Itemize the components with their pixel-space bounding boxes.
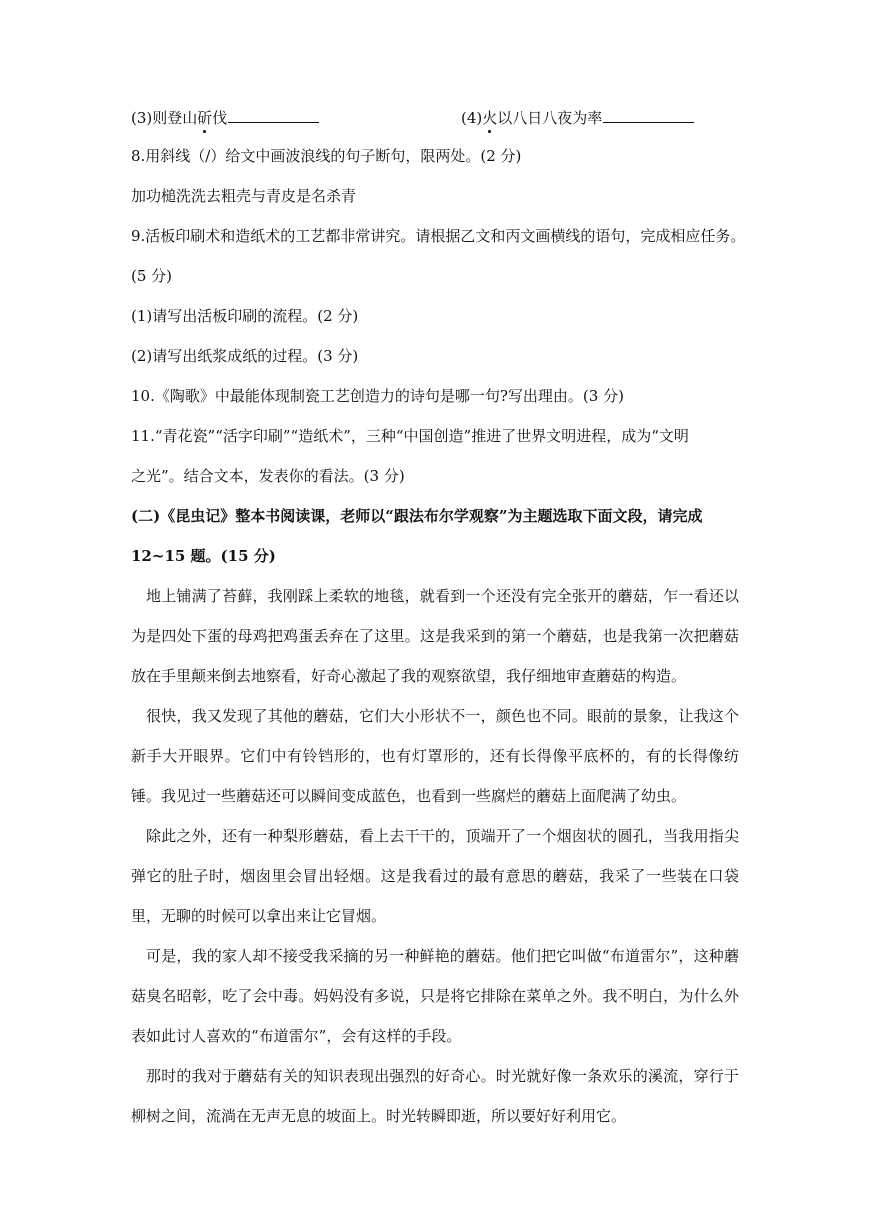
passage-paragraph-1: 地上铺满了苔藓，我刚踩上柔软的地毯，就看到一个还没有完全张开的蘑菇，乍一看还以为是四处下蛋的母鸡把鸡蛋丢弃在了这里。这是我采到的第一个蘑菇，也是我第一次把蘑菇放在手里颠来倒去地察看，好奇心激起了我的观察欲望，我仔细地审查蘑菇的构造。 <box>131 587 739 685</box>
q7-item3-text-after: 伐 <box>212 109 228 127</box>
q8-question: 8.用斜线（/）给文中画波浪线的句子断句，限两处。(2 分) <box>131 147 522 165</box>
q10-question: 10.《陶歌》中最能体现制瓷工艺创造力的诗句是哪一句?写出理由。(3 分) <box>131 387 624 405</box>
q7-item4-emphasized-char: 火 <box>482 109 498 127</box>
q11-question-line1: 11.“青花瓷”“活字印刷”“造纸术”，三种“中国创造”推进了世界文明进程，成为“文明 <box>131 427 689 445</box>
q7-item-3 <box>131 106 319 128</box>
section2-heading-line2: 12~15 题。(15 分) <box>131 547 276 565</box>
q7-item3-text-before: (3)则登山 <box>131 109 198 127</box>
q7-item4-text-after: 以八日八夜为率 <box>497 109 603 127</box>
q8-sentence: 加功槌洗洗去粗壳与青皮是名杀青 <box>131 187 357 205</box>
q9-question-line2: (5 分) <box>131 267 173 285</box>
q11-question-line2: 之光”。结合文本，发表你的看法。(3 分) <box>131 467 405 485</box>
q9-question-line1: 9.活板印刷术和造纸术的工艺都非常讲究。请根据乙文和丙文画横线的语句，完成相应任务。 <box>131 227 746 245</box>
q7-item-4 <box>461 106 694 128</box>
q7-item4-text-before: (4) <box>461 109 483 127</box>
q9-sub-question-2: (2)请写出纸浆成纸的过程。(3 分) <box>131 347 359 365</box>
passage-paragraph-4: 可是，我的家人却不接受我采摘的另一种鲜艳的蘑菇。他们把它叫做“布道雷尔”，这种蘑菇臭名昭彰，吃了会中毒。妈妈没有多说，只是将它排除在菜单之外。我不明白，为什么外表如此讨人喜欢的“布道雷尔”，会有这样的手段。 <box>131 947 739 1045</box>
section2-heading-line1: (二)《昆虫记》整本书阅读课，老师以“跟法布尔学观察”为主题选取下面文段，请完成 <box>131 507 703 525</box>
passage-paragraph-2: 很快，我又发现了其他的蘑菇，它们大小形状不一，颜色也不同。眼前的景象，让我这个新手大开眼界。它们中有铃铛形的，也有灯罩形的，还有长得像平底杯的，有的长得像纺锤。我见过一些蘑菇还可以瞬间变成蓝色，也看到一些腐烂的蘑菇上面爬满了幼虫。 <box>131 707 739 805</box>
passage-paragraph-5: 那时的我对于蘑菇有关的知识表现出强烈的好奇心。时光就好像一条欢乐的溪流，穿行于柳树之间，流淌在无声无息的坡面上。时光转瞬即逝，所以要好好利用它。 <box>131 1067 739 1125</box>
q9-sub-question-1: (1)请写出活板印刷的流程。(2 分) <box>131 307 359 325</box>
passage-paragraph-3: 除此之外，还有一种梨形蘑菇，看上去干干的，顶端开了一个烟囱状的圆孔，当我用指尖弹它的肚子时，烟囱里会冒出轻烟。这是我看过的最有意思的蘑菇，我采了一些装在口袋里，无聊的时候可以拿出来让它冒烟。 <box>131 827 739 925</box>
q7-item3-answer-blank[interactable] <box>228 106 319 123</box>
q7-item3-emphasized-char: 斫 <box>197 109 213 127</box>
q7-item4-answer-blank[interactable] <box>603 106 694 123</box>
